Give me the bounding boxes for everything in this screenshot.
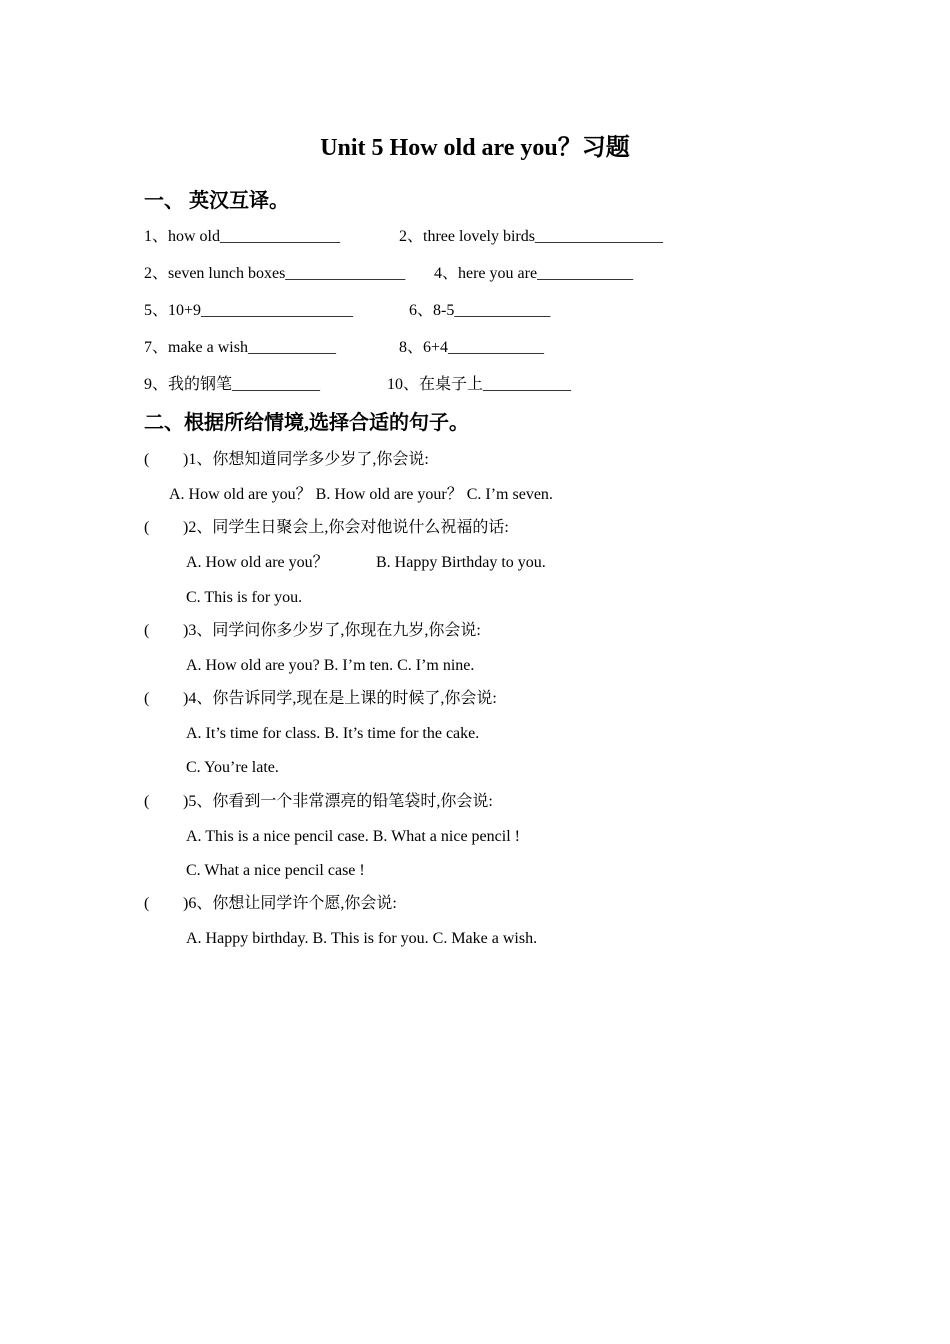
- answer-blank-open-paren: (: [144, 519, 150, 536]
- question-option: A. How old are you？: [186, 554, 329, 571]
- translation-item: 4、here you are____________: [434, 265, 634, 282]
- question-option: C. You’re late.: [186, 759, 279, 776]
- question-option: C. This is for you.: [186, 589, 303, 606]
- section1-heading: 一、 英汉互译。: [144, 190, 289, 212]
- translation-item: 5、10+9___________________: [144, 302, 354, 319]
- question-options: A. How old are you? B. I’m ten. C. I’m nine.: [186, 657, 475, 674]
- section2-heading: 二、根据所给情境,选择合适的句子。: [144, 412, 469, 434]
- translation-item: 6、8-5____________: [409, 302, 551, 319]
- question-prompt: )3、同学问你多少岁了,你现在九岁,你会说:: [183, 622, 481, 639]
- answer-blank-open-paren: (: [144, 793, 150, 810]
- question-prompt: )6、你想让同学许个愿,你会说:: [183, 895, 397, 912]
- question-prompt: )5、你看到一个非常漂亮的铅笔袋时,你会说:: [183, 793, 493, 810]
- answer-blank-open-paren: (: [144, 622, 150, 639]
- answer-blank-open-paren: (: [144, 451, 150, 468]
- translation-item: 7、make a wish___________: [144, 339, 336, 356]
- question-options: A. It’s time for class. B. It’s time for the cake.: [186, 725, 480, 742]
- answer-blank-open-paren: (: [144, 895, 150, 912]
- question-options: A. How old are you？ B. How old are your？ C. I’m seven.: [169, 486, 553, 503]
- translation-item: 1、how old_______________: [144, 228, 341, 245]
- answer-blank-open-paren: (: [144, 690, 150, 707]
- question-prompt: )4、你告诉同学,现在是上课的时候了,你会说:: [183, 690, 497, 707]
- translation-item: 10、在桌子上___________: [387, 376, 572, 393]
- page-title: Unit 5 How old are you？习题: [320, 135, 630, 161]
- translation-item: 8、6+4____________: [399, 339, 545, 356]
- translation-item: 2、seven lunch boxes_______________: [144, 265, 406, 282]
- question-prompt: )2、同学生日聚会上,你会对他说什么祝福的话:: [183, 519, 509, 536]
- question-prompt: )1、你想知道同学多少岁了,你会说:: [183, 451, 429, 468]
- translation-item: 2、three lovely birds________________: [399, 228, 663, 245]
- translation-item: 9、我的钢笔___________: [144, 376, 321, 393]
- question-option: B. Happy Birthday to you.: [376, 554, 546, 571]
- question-options: A. Happy birthday. B. This is for you. C. Make a wish.: [186, 930, 538, 947]
- question-options: A. This is a nice pencil case. B. What a nice pencil !: [186, 828, 520, 845]
- question-option: C. What a nice pencil case !: [186, 862, 365, 879]
